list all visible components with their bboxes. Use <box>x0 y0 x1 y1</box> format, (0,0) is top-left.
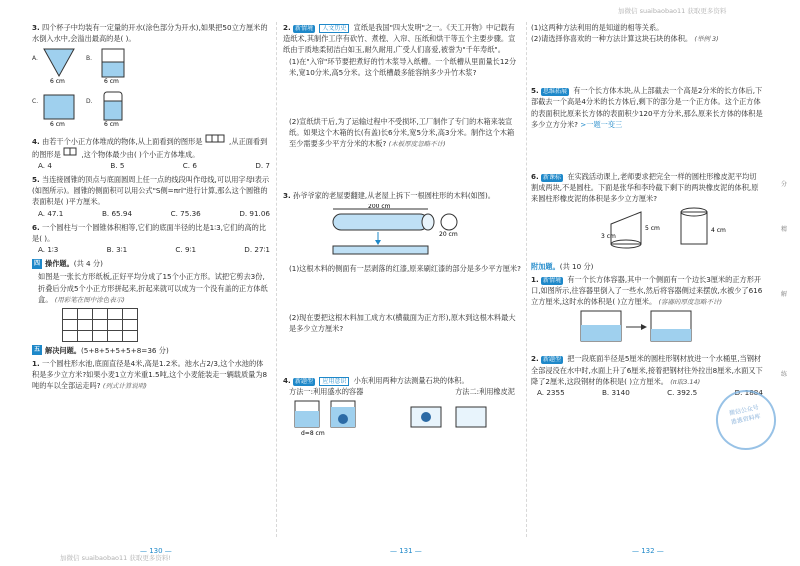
p2-sub2: (2)宣纸烘干后,为了运输过程中不受损坏,工厂制作了专门的木箱来装宣纸。如果这个木箱的长(有盖)长6分米,宽5分米,高3分米。制作这个木箱至少需要多少平方分米的木板? (木板厚度忽略不计) <box>289 116 515 149</box>
page-131 <box>283 22 521 542</box>
svg-text:20 cm: 20 cm <box>439 231 458 239</box>
figure-d: D. 6 cm <box>94 89 140 130</box>
cup-d-icon <box>94 89 140 127</box>
tag-new-type: 新题型 <box>295 378 314 386</box>
svg-text:3 cm: 3 cm <box>601 233 616 241</box>
extra-2-options: A. 2355 B. 3140 C. 392.5 D. 1884 <box>537 387 763 397</box>
operation-question: 如图是一张长方形纸板,正好平均分成了15个小正方形。试把它剪去3份,折叠后分成5个小正方形拼起来,折起来就可以成为一个没有盖的正方体纸盒。 (用彩笔在图中涂色表示) <box>32 271 270 341</box>
answer-space[interactable] <box>283 274 521 312</box>
svg-text:d=8 cm: d=8 cm <box>301 430 325 438</box>
section-4-header: 四 操作题。 (共 4 分) <box>33 259 103 269</box>
column-divider <box>526 22 527 537</box>
column-divider <box>276 22 277 537</box>
svg-text:200 cm: 200 cm <box>368 204 391 211</box>
svg-text:4 cm: 4 cm <box>711 227 726 235</box>
figure-b: B. 6 cm <box>94 46 140 87</box>
extra-1: 1. 新情境 有一个长方体容器,其中一个侧面有一个边长3厘米的正方形开口,如图所示,往容器里倒入了一些水,然后将容器侧过来摆放,水被少了616立方厘米,这时水的体积是( )立方厘米。 (容器的厚度忽略不计) <box>531 274 763 351</box>
problem-5: 5. 思维拓展 有一个长方体木块,从上部截去一个高是2分米的长方体后,下部截去一个高是4分米的长方体后,剩下的部分是一个正方体。这个正方体的表面积比原来长方体的表面积少120平方分米,那么原来长方体的体积是多少立方分米? >一题一变三 <box>531 85 763 168</box>
answer-space[interactable] <box>283 78 521 116</box>
q4-options: A. 4 B. 5 C. 6 D. 7 <box>38 160 270 170</box>
page-number-131: — 131 — <box>390 547 422 555</box>
question-4: 4. 由若干个小正方体堆成的物体,从上面看到的图形是 ,从正面看到的图形是 ,这个物体最少由( )个小正方体堆成。 A. 4 B. 5 C. 6 D. 7 <box>32 134 270 171</box>
answer-space[interactable] <box>283 149 521 187</box>
side-label: 练 <box>781 371 788 378</box>
page-132 <box>531 22 763 542</box>
question-5: 5. 当连接圆锥的顶点与底面圆周上任一点的线段叫作母线,可以用字母l表示(如图所示)。圆锥的侧面积可以用公式"S侧=πrl"进行计算,那么这个圆锥的表面积是( )平方厘米。 A. 47.1 B. 65.94 C. 75.36 D. 91.06 <box>32 175 270 218</box>
method-figures <box>283 397 521 440</box>
question-6: 6. 一个圆柱与一个圆锥体积相等,它们的底面半径的比是1∶3,它们的高的比是( )。 A. 1∶3 B. 3∶1 C. 9∶1 D. 27∶1 <box>32 222 270 255</box>
svg-text:6 cm: 6 cm <box>104 121 119 128</box>
figure-c: C. 6 cm <box>40 89 86 130</box>
tag-curriculum: 新课标 <box>543 173 562 181</box>
log-figure <box>283 204 521 259</box>
cup-c-icon <box>40 89 86 127</box>
box-containers-icon <box>571 307 711 347</box>
method-labels: 方法一:利用盛水的容器 方法二:利用橡皮泥 <box>289 387 515 397</box>
cup-figures-2 <box>32 89 270 130</box>
svg-text:6 cm: 6 cm <box>50 121 65 128</box>
svg-text:6 cm: 6 cm <box>104 78 119 85</box>
section-5-icon: 五 <box>33 346 40 354</box>
cup-a-icon <box>40 46 86 84</box>
section-5-header: 五 解决问题。 (5+8+5+5+5+8=36 分) <box>33 345 169 355</box>
svg-text:5 cm: 5 cm <box>645 225 660 233</box>
problem-3: 3. 孙爷爷家的老屋要翻建,从老屋上拆下一根圆柱形的木料(如图)。 200 cm 20 cm (1)这根木料的侧面有一层剥落的红漆,原来刷红漆的部分是多少平方厘米? (2)现在要把这根木料加工成方木(横截面为正方形),原木到这根木料最大是多少立方厘米? <box>283 190 521 372</box>
q5-options: A. 47.1 B. 65.94 C. 75.36 D. 91.06 <box>38 208 270 218</box>
tag-thinking: 思维拓展 <box>543 88 568 96</box>
watermark-bottom: 加微信 suaibaobao11 获取更多资料! <box>60 554 171 562</box>
containers-icon <box>291 397 511 437</box>
side-label: 解 <box>781 291 788 298</box>
p4-continued: (1)这两种方法利用的是知道的相等关系。 (2)请选择你喜欢的一种方法计算这块石块的体积。 (举例 3) <box>531 22 763 82</box>
top-view-icon <box>205 134 227 144</box>
cylinder-pieces-icon <box>601 204 741 254</box>
problem-4: 4. 新题型 应用意识 小东利用两种方法测量石块的体积。 方法一:利用盛水的容器 方法二:利用橡皮泥 d=8 cm <box>283 375 521 441</box>
extra-2: 2. 新题型 把一段底面半径是5厘米的圆柱形钢材放进一个水桶里,当钢材全部浸没在水中时,水面上升了6厘米,接着把钢材往外拉出8厘米,水面又下降了2厘米,这段钢材的体积是( )立方厘米。 (π取3.14) A. 2355 B. 3140 C. 392.5 D. 1884 <box>531 354 763 397</box>
answer-space[interactable] <box>283 334 521 372</box>
figure-a: A. 6 cm <box>40 46 86 87</box>
answer-space[interactable] <box>531 44 763 82</box>
cup-figures <box>32 46 270 87</box>
side-label: 精 <box>781 226 788 233</box>
page-130 <box>32 22 270 542</box>
publisher-stamp: 微信公众号 淮淮资料库 <box>710 384 781 455</box>
problem-2: 2. 新情境 人文历史 宣纸是我国"四大发明"之一。《天工开物》中记载有造纸术,其制作工序有砍竹、煮楻、入帘、压纸和烘干等五个主要步骤。宣纸由于质地柔韧洁白如玉,耐久耐用,广受人们喜爱,被誉为"千年寿纸"。 (1)在"入帘"环节要把煮好的竹木浆导入纸槽。一个纸槽从里面量长12分米,宽10分米,高5分米。这个纸槽最多能容纳多少升竹木浆? (2)宣纸烘干后,为了运输过程中不受损坏,工厂制作了专门的木箱来装宣纸。如果这个木箱的长(有盖)长6分米,宽5分米,高3分米。制作这个木箱至少需要多少平方分米的木板? (木板厚度忽略不计) <box>283 22 521 187</box>
svg-text:6 cm: 6 cm <box>50 78 65 85</box>
watermark-top: 加微信 suaibaobao11 获取更多资料 <box>618 7 727 15</box>
variation-link[interactable]: >一题一变三 <box>580 119 623 129</box>
front-view-icon <box>63 147 79 157</box>
extra-section-header: 附加题。 (共 10 分) <box>531 261 594 271</box>
tag-history: 人文历史 <box>319 24 349 33</box>
container-figure <box>531 307 763 350</box>
tag-new-context: 新情境 <box>543 276 562 284</box>
tag-new-context: 新情境 <box>295 25 314 32</box>
cup-b-icon <box>94 46 140 84</box>
problem-6: 6. 新课标 在实践活动课上,老师要求把完全一样的圆柱形橡皮泥平均切割成两块,不是圆柱。下面是张华和李玲截下剩下的两块橡皮泥的体积,原来圆柱形橡皮泥的体积是多少立方厘米? 5 cm 3 cm 4 cm <box>531 171 763 258</box>
answer-space[interactable] <box>531 130 763 168</box>
problem-1: 1. 一个圆柱形水池,底面直径是4米,高是1.2米。池水占2/3,这个水池的体积是多少立方米?如果小麦1立方米重1.5吨,这个小麦能装走一辆载质量为8吨的车以全部运走吗? (列式计算说明) <box>32 358 268 391</box>
paper-grid[interactable] <box>62 308 138 342</box>
page-number-132: — 132 — <box>632 547 664 555</box>
cylinder-figure <box>531 204 763 257</box>
tag-new-type: 新题型 <box>543 356 562 364</box>
tag-application: 应用意识 <box>319 377 349 386</box>
side-label: 分 <box>781 181 788 188</box>
page-number-130: — 130 — <box>140 547 172 555</box>
question-3: 3. 四个杯子中均装有一定量的开水(涂色部分为开水),如果把50立方厘米的水倒入水中,会溢出最高的是( )。 A. 6 cm B. 6 cm C. 6 cm D. 6 cm <box>32 22 270 131</box>
q6-options: A. 1∶3 B. 3∶1 C. 9∶1 D. 27∶1 <box>38 245 270 255</box>
section-4-icon: 四 <box>33 259 40 267</box>
log-icon <box>323 204 463 256</box>
